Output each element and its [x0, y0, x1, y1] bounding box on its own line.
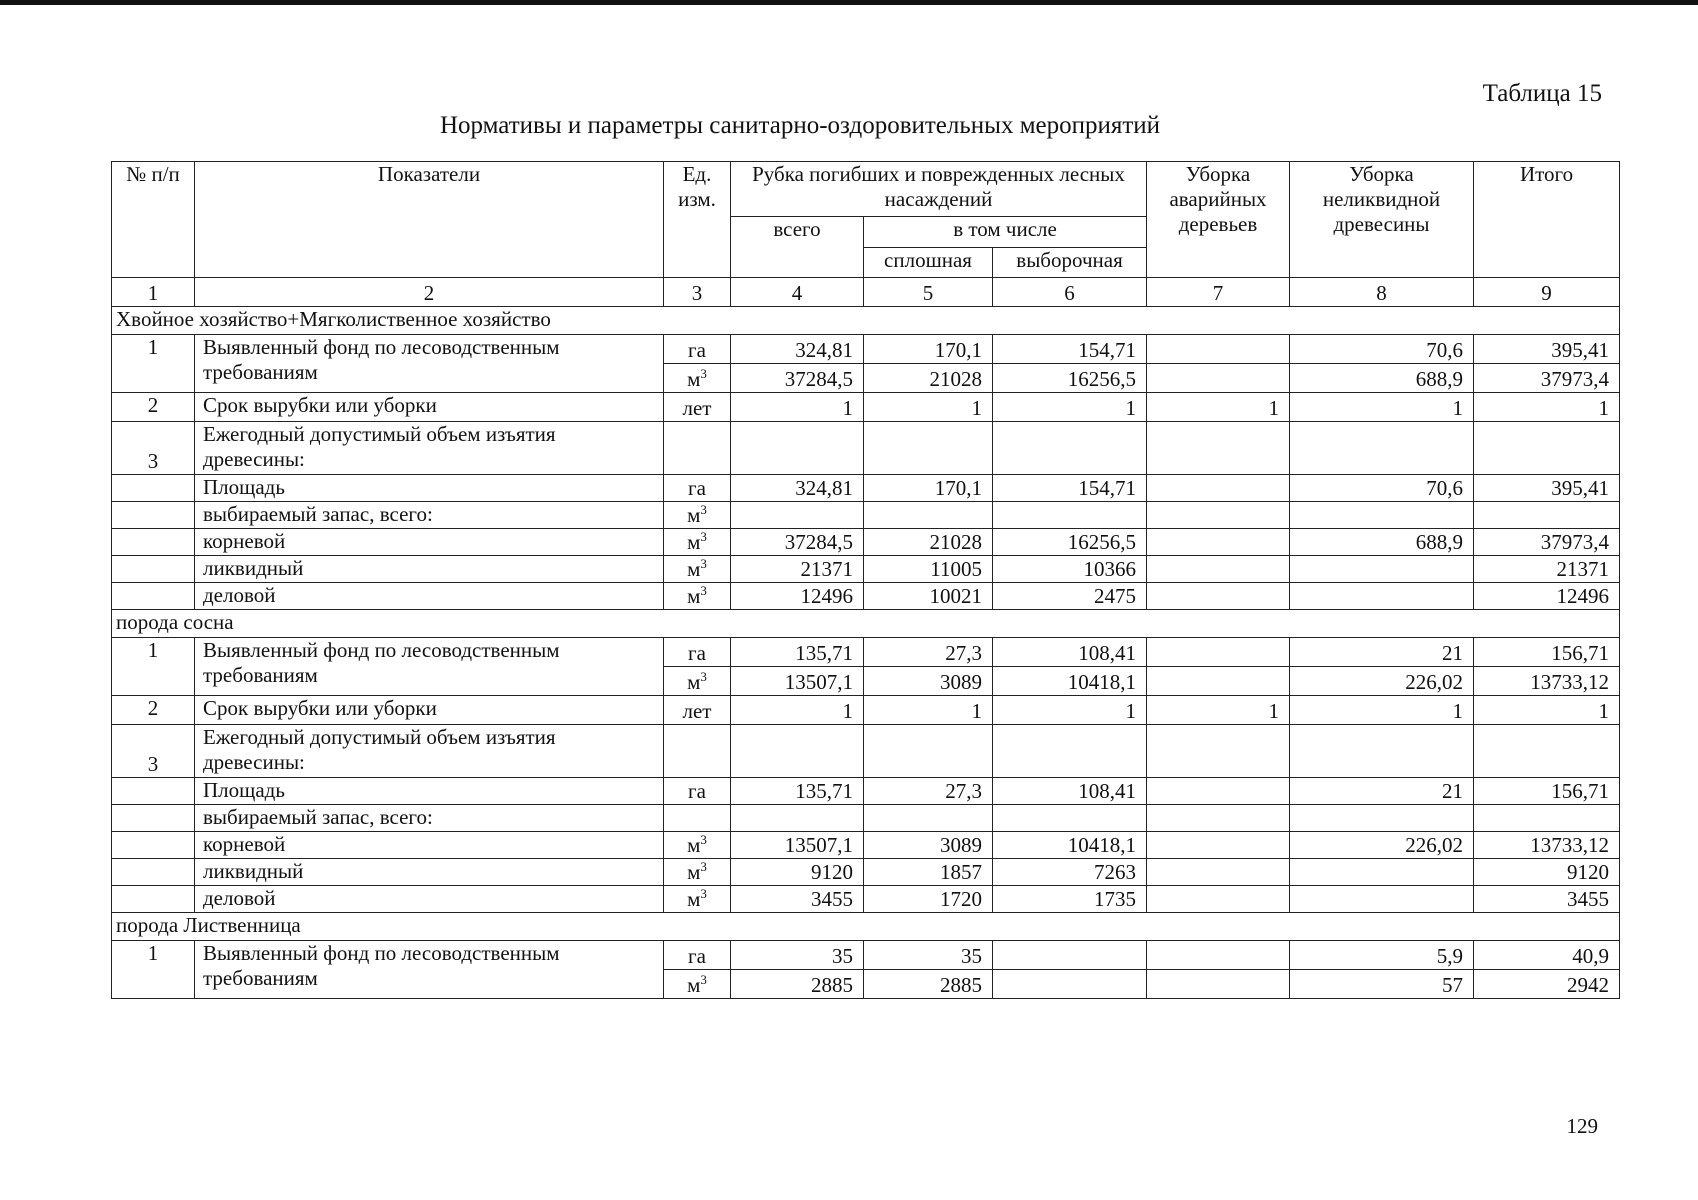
row-label: Срок вырубки или уборки: [195, 696, 664, 725]
value-cell: 37284,5: [731, 364, 864, 393]
value-cell: 13507,1: [731, 667, 864, 696]
value-cell: 1: [731, 393, 864, 422]
value-cell: 13733,12: [1474, 832, 1620, 859]
header-emergency: Уборка аварийных деревьев: [1147, 162, 1290, 278]
row-number: [112, 886, 195, 913]
row-number: 2: [112, 696, 195, 725]
data-row: [112, 832, 1620, 859]
data-row: [112, 805, 1620, 832]
empty-cell: [1474, 725, 1620, 778]
value-cell: 1: [864, 696, 993, 725]
value-cell: 2942: [1474, 970, 1620, 999]
scan-top-edge: [0, 0, 1698, 5]
value-cell: 108,41: [993, 778, 1147, 805]
value-cell: 1: [993, 696, 1147, 725]
value-cell: [993, 970, 1147, 999]
value-cell: 27,3: [864, 638, 993, 667]
value-cell: [993, 941, 1147, 970]
value-cell: 57: [1290, 970, 1474, 999]
row-number: 1: [112, 941, 195, 999]
value-cell: [731, 502, 864, 529]
value-cell: 21028: [864, 529, 993, 556]
value-cell: [1290, 583, 1474, 610]
empty-cell: [993, 422, 1147, 475]
section-row: [112, 307, 1620, 335]
unit-cell: [664, 529, 731, 556]
value-cell: 7263: [993, 859, 1147, 886]
value-cell: 10021: [864, 583, 993, 610]
row-label: деловой: [195, 886, 664, 913]
empty-cell: [731, 725, 864, 778]
value-cell: [1147, 556, 1290, 583]
unit-base: м: [687, 887, 701, 911]
unit-cell: га: [664, 335, 731, 364]
empty-cell: [864, 422, 993, 475]
unit-base: м: [687, 860, 701, 884]
header-unit: Ед. изм.: [664, 162, 731, 278]
value-cell: [1147, 778, 1290, 805]
column-number: 5: [864, 278, 993, 307]
column-number: 7: [1147, 278, 1290, 307]
data-row: [112, 529, 1620, 556]
value-cell: [1147, 335, 1290, 364]
value-cell: 16256,5: [993, 529, 1147, 556]
value-cell: 9120: [731, 859, 864, 886]
empty-cell: [1290, 422, 1474, 475]
value-cell: 154,71: [993, 335, 1147, 364]
fund-row: [112, 941, 1620, 970]
empty-cell: [664, 422, 731, 475]
header-no: № п/п: [112, 162, 195, 278]
row-number: [112, 529, 195, 556]
value-cell: 1: [1147, 696, 1290, 725]
unit-exponent: 3: [700, 529, 707, 544]
value-cell: 21: [1290, 638, 1474, 667]
unit-cell: лет: [664, 696, 731, 725]
column-number: 6: [993, 278, 1147, 307]
table-label: Таблица 15: [1482, 80, 1602, 107]
value-cell: [993, 805, 1147, 832]
empty-cell: [1290, 725, 1474, 778]
value-cell: 1: [731, 696, 864, 725]
empty-cell: [1147, 725, 1290, 778]
value-cell: [1147, 832, 1290, 859]
unit-cell: лет: [664, 393, 731, 422]
unit-cell: [664, 832, 731, 859]
value-cell: 70,6: [1290, 475, 1474, 502]
unit-base: м: [687, 503, 701, 527]
value-cell: [864, 502, 993, 529]
column-number: 9: [1474, 278, 1620, 307]
header-felling: Рубка погибших и поврежденных лесных насаждений: [731, 162, 1147, 217]
column-number: 8: [1290, 278, 1474, 307]
value-cell: 170,1: [864, 475, 993, 502]
value-cell: [1290, 859, 1474, 886]
value-cell: 12496: [731, 583, 864, 610]
empty-cell: [731, 422, 864, 475]
column-number: 1: [112, 278, 195, 307]
data-row: [112, 859, 1620, 886]
row-label: выбираемый запас, всего:: [195, 805, 664, 832]
row-number: [112, 475, 195, 502]
value-cell: 2475: [993, 583, 1147, 610]
unit-cell: [664, 502, 731, 529]
unit-cell: [664, 364, 731, 393]
row-label: Площадь: [195, 475, 664, 502]
value-cell: [1147, 970, 1290, 999]
value-cell: 226,02: [1290, 832, 1474, 859]
value-cell: 37973,4: [1474, 364, 1620, 393]
row-label: Площадь: [195, 778, 664, 805]
header-indicator: Показатели: [195, 162, 664, 278]
row-label: Ежегодный допустимый объем изъятия древесины:: [195, 725, 664, 778]
unit-cell: [664, 970, 731, 999]
row-label: Выявленный фонд по лесоводственным требованиям: [195, 335, 664, 393]
value-cell: 40,9: [1474, 941, 1620, 970]
value-cell: 1: [1290, 696, 1474, 725]
value-cell: 2885: [731, 970, 864, 999]
value-cell: 37973,4: [1474, 529, 1620, 556]
value-cell: [1474, 502, 1620, 529]
value-cell: 5,9: [1290, 941, 1474, 970]
value-cell: [993, 502, 1147, 529]
unit-exponent: 3: [700, 502, 707, 517]
row-label: деловой: [195, 583, 664, 610]
term-row: [112, 393, 1620, 422]
unit-exponent: 3: [700, 859, 707, 874]
value-cell: 11005: [864, 556, 993, 583]
row-label: корневой: [195, 529, 664, 556]
value-cell: 1: [1290, 393, 1474, 422]
data-row: [112, 475, 1620, 502]
empty-cell: [864, 725, 993, 778]
value-cell: [1290, 556, 1474, 583]
row-number: [112, 805, 195, 832]
value-cell: 35: [731, 941, 864, 970]
data-row: [112, 778, 1620, 805]
value-cell: 170,1: [864, 335, 993, 364]
value-cell: 35: [864, 941, 993, 970]
value-cell: [1147, 859, 1290, 886]
header-clear: сплошная: [864, 248, 993, 278]
value-cell: 21: [1290, 778, 1474, 805]
unit-base: м: [687, 670, 701, 694]
value-cell: 16256,5: [993, 364, 1147, 393]
unit-base: м: [687, 557, 701, 581]
row-label: ликвидный: [195, 556, 664, 583]
unit-cell: [664, 886, 731, 913]
row-label: Выявленный фонд по лесоводственным требованиям: [195, 638, 664, 696]
value-cell: 21028: [864, 364, 993, 393]
row-number: 1: [112, 335, 195, 393]
column-number: 3: [664, 278, 731, 307]
value-cell: 108,41: [993, 638, 1147, 667]
value-cell: 3455: [1474, 886, 1620, 913]
value-cell: 13507,1: [731, 832, 864, 859]
value-cell: [731, 805, 864, 832]
value-cell: 226,02: [1290, 667, 1474, 696]
unit-base: м: [687, 367, 701, 391]
value-cell: 324,81: [731, 475, 864, 502]
value-cell: 21371: [1474, 556, 1620, 583]
value-cell: 9120: [1474, 859, 1620, 886]
unit-exponent: 3: [700, 669, 707, 684]
section-title: Хвойное хозяйство+Мягколиственное хозяйство: [112, 307, 1620, 335]
value-cell: 135,71: [731, 638, 864, 667]
unit-cell: га: [664, 638, 731, 667]
section-row: [112, 610, 1620, 638]
row-number: [112, 859, 195, 886]
row-label: выбираемый запас, всего:: [195, 502, 664, 529]
value-cell: 1: [1474, 696, 1620, 725]
header-felling-total: всего: [731, 217, 864, 278]
column-number: 4: [731, 278, 864, 307]
unit-cell: га: [664, 778, 731, 805]
unit-base: м: [687, 973, 701, 997]
unit-cell: га: [664, 475, 731, 502]
value-cell: 1735: [993, 886, 1147, 913]
annual-row: [112, 422, 1620, 475]
value-cell: 70,6: [1290, 335, 1474, 364]
value-cell: 324,81: [731, 335, 864, 364]
value-cell: 1: [864, 393, 993, 422]
norms-table: [111, 161, 1620, 999]
row-number: 1: [112, 638, 195, 696]
unit-cell: га: [664, 941, 731, 970]
row-label: Срок вырубки или уборки: [195, 393, 664, 422]
value-cell: [1147, 529, 1290, 556]
value-cell: [1147, 638, 1290, 667]
unit-exponent: 3: [700, 886, 707, 901]
value-cell: 156,71: [1474, 638, 1620, 667]
value-cell: [864, 805, 993, 832]
value-cell: 688,9: [1290, 364, 1474, 393]
data-row: [112, 583, 1620, 610]
value-cell: 1: [993, 393, 1147, 422]
unit-cell: [664, 667, 731, 696]
value-cell: 10418,1: [993, 832, 1147, 859]
section-row: [112, 913, 1620, 941]
value-cell: 135,71: [731, 778, 864, 805]
value-cell: 3089: [864, 667, 993, 696]
page-number: 129: [1566, 1114, 1598, 1138]
unit-exponent: 3: [700, 832, 707, 847]
value-cell: [1474, 805, 1620, 832]
header-illiquid: Уборка неликвидной древесины: [1290, 162, 1474, 278]
row-number: [112, 832, 195, 859]
value-cell: [1290, 805, 1474, 832]
value-cell: 688,9: [1290, 529, 1474, 556]
column-numbers-row: [112, 278, 1620, 307]
value-cell: [1147, 805, 1290, 832]
row-number: [112, 778, 195, 805]
table-body: [112, 307, 1620, 999]
value-cell: 395,41: [1474, 475, 1620, 502]
row-number: 2: [112, 393, 195, 422]
row-label: ликвидный: [195, 859, 664, 886]
data-row: [112, 556, 1620, 583]
section-title: порода Лиственница: [112, 913, 1620, 941]
value-cell: [1147, 502, 1290, 529]
column-number: 2: [195, 278, 664, 307]
value-cell: 1: [1474, 393, 1620, 422]
value-cell: [1147, 886, 1290, 913]
value-cell: 2885: [864, 970, 993, 999]
annual-row: [112, 725, 1620, 778]
empty-cell: [993, 725, 1147, 778]
section-title: порода сосна: [112, 610, 1620, 638]
value-cell: 395,41: [1474, 335, 1620, 364]
empty-cell: [1474, 422, 1620, 475]
data-row: [112, 886, 1620, 913]
row-number: [112, 583, 195, 610]
unit-exponent: 3: [700, 972, 707, 987]
fund-row: [112, 638, 1620, 667]
term-row: [112, 696, 1620, 725]
unit-cell: [664, 583, 731, 610]
row-number: [112, 556, 195, 583]
value-cell: 10418,1: [993, 667, 1147, 696]
value-cell: 21371: [731, 556, 864, 583]
value-cell: [1290, 886, 1474, 913]
value-cell: 1: [1147, 393, 1290, 422]
row-number: 3: [112, 422, 195, 475]
empty-cell: [1147, 422, 1290, 475]
unit-exponent: 3: [700, 366, 707, 381]
value-cell: [1147, 941, 1290, 970]
value-cell: 10366: [993, 556, 1147, 583]
row-label: корневой: [195, 832, 664, 859]
unit-exponent: 3: [700, 583, 707, 598]
value-cell: [1147, 667, 1290, 696]
fund-row: [112, 335, 1620, 364]
data-row: [112, 502, 1620, 529]
unit-cell: [664, 859, 731, 886]
value-cell: 37284,5: [731, 529, 864, 556]
value-cell: 1720: [864, 886, 993, 913]
row-label: Ежегодный допустимый объем изъятия древесины:: [195, 422, 664, 475]
unit-cell: [664, 556, 731, 583]
table-header: [112, 162, 1620, 307]
value-cell: 156,71: [1474, 778, 1620, 805]
row-number: 3: [112, 725, 195, 778]
unit-base: м: [687, 584, 701, 608]
document-title: Нормативы и параметры санитарно-оздоровительных мероприятий: [439, 112, 1161, 139]
value-cell: 3089: [864, 832, 993, 859]
header-including: в том числе: [864, 217, 1147, 248]
value-cell: [1290, 502, 1474, 529]
value-cell: 154,71: [993, 475, 1147, 502]
unit-exponent: 3: [700, 556, 707, 571]
unit-base: м: [687, 530, 701, 554]
unit-base: м: [687, 833, 701, 857]
value-cell: 1857: [864, 859, 993, 886]
header-total: Итого: [1474, 162, 1620, 278]
value-cell: [1147, 475, 1290, 502]
value-cell: 13733,12: [1474, 667, 1620, 696]
empty-cell: [664, 725, 731, 778]
value-cell: [1147, 364, 1290, 393]
value-cell: 12496: [1474, 583, 1620, 610]
value-cell: 27,3: [864, 778, 993, 805]
row-number: [112, 502, 195, 529]
value-cell: 3455: [731, 886, 864, 913]
value-cell: [1147, 583, 1290, 610]
header-selective: выборочная: [993, 248, 1147, 278]
unit-cell: [664, 805, 731, 832]
row-label: Выявленный фонд по лесоводственным требованиям: [195, 941, 664, 999]
